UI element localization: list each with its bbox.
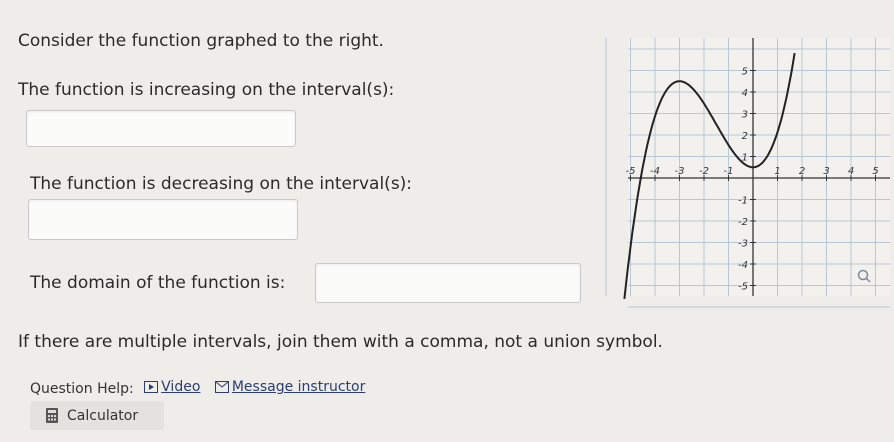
x-tick-label: -4 (650, 166, 660, 177)
x-tick-label: -5 (625, 166, 636, 177)
mail-icon (215, 381, 229, 393)
calculator-button[interactable] (30, 401, 164, 430)
question-prompt: Consider the function graphed to the right. (18, 31, 384, 51)
y-tick-label: -2 (738, 217, 748, 228)
domain-input[interactable] (315, 263, 581, 303)
increasing-input[interactable] (26, 110, 296, 147)
question-help (30, 379, 365, 397)
x-tick-label: -3 (674, 166, 685, 177)
video-icon (144, 381, 158, 393)
video-link[interactable] (144, 379, 200, 395)
video-link-label: Video (161, 379, 201, 395)
increasing-label: The function is increasing on the interval(s): (18, 80, 395, 100)
x-tick-label: 3 (823, 166, 830, 177)
message-instructor-link[interactable] (215, 379, 366, 395)
decreasing-input[interactable] (28, 199, 298, 240)
calculator-label: Calculator (67, 407, 139, 424)
calculator-icon (46, 408, 58, 423)
y-tick-label: 1 (741, 152, 748, 164)
x-tick-label: -1 (723, 166, 734, 177)
y-tick-label: 5 (741, 66, 748, 78)
x-tick-label: 1 (774, 166, 781, 177)
question-help-label: Question Help: (30, 381, 134, 397)
message-instructor-label: Message instructor (231, 379, 366, 395)
y-tick-label: 2 (741, 131, 748, 142)
y-tick-label: -1 (738, 195, 748, 207)
x-tick-label: -2 (699, 166, 709, 177)
y-tick-label: -5 (738, 281, 748, 293)
function-graph (625, 38, 890, 296)
x-tick-label: 5 (872, 166, 879, 177)
instructions-note: If there are multiple intervals, join them with a comma, not a union symbol. (18, 332, 663, 352)
domain-label: The domain of the function is: (30, 273, 286, 293)
y-tick-label: -3 (738, 238, 748, 250)
y-tick-label: 4 (741, 88, 748, 99)
x-tick-label: 4 (847, 166, 855, 177)
y-tick-label: 3 (741, 109, 748, 121)
y-tick-label: -4 (738, 260, 748, 271)
decreasing-label: The function is decreasing on the interval(s): (30, 174, 413, 194)
x-tick-label: 2 (798, 166, 806, 177)
